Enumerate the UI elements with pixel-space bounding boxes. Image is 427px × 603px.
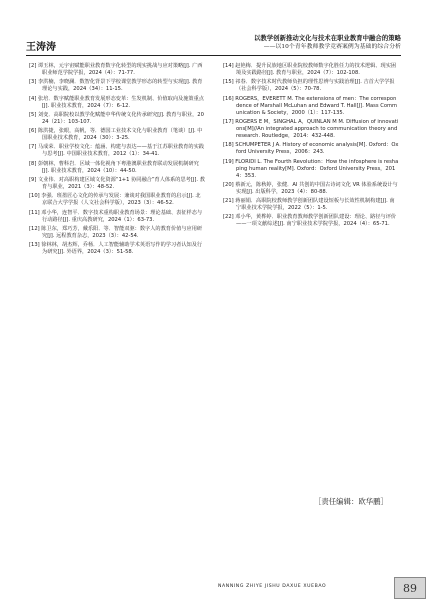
- reference-item: [8] 彭朝林，曹科岩．区域一体化视角下粤港澳职业教育联动发展机制研究[J]. 职业技术教育，2024（10）：44-50.: [29, 160, 199, 174]
- reference-item: [12] 陈卫东，郑巧芳，戴乐阳．等．智能双驱：数字人的教育价值与应用研究[J]. 远程教育杂志，2023（3）：42-54.: [29, 225, 203, 239]
- reference-item: [5] 刘变．高职院校以教学化赋能中华传统文化传承研究[J]. 教育与职业，2024（21）：103-107.: [29, 111, 204, 125]
- reference-item: [18] SCHUMPETER J A. History of economic analysis[M]. Oxford：Oxford University Press，2006：243.: [223, 142, 399, 156]
- reference-item: [3] 李洪楠，李晓澜．数智化背景下学校课堂教学形态的转型与实现[J]. 教育理论与实践，2024（34）：11-15.: [29, 79, 203, 93]
- reference-item: [6] 陈洪捷，张眼，高帆，等．德国工业技术文化与职业教育（笔谈）[J]. 中国职业技术教育，2024（30）：3-25.: [29, 128, 203, 142]
- reference-item: [17] ROGERS E M，SINGHAL A，QUINLAN M M. Diffusion of innovations[M]//An integrated approach to communication theory and research. Routledge，2014：432-448.: [223, 118, 399, 139]
- reference-item: [19] FLORIDI L. The Fourth Revolution：How the infosphere is reshaping human reality[M]. Oxford：Oxford University Press，2014：353.: [223, 158, 399, 179]
- article-subtitle: ——以10个青年教师教学竞赛案例为基础的综合分析: [263, 44, 401, 50]
- header-rule: [26, 55, 401, 56]
- reference-item: [20] 蔡新元，陈秋婷，张健．AI 共创的中国古诗词文化 VR 体验系统设计与实现[J]. 出版科学，2023（4）：80-88.: [223, 181, 398, 195]
- article-title: 以教学创新推动文化与技术在职业教育中融合的策略: [254, 34, 401, 42]
- references-left-column: [29, 63, 205, 258]
- editor-note: ［责任编辑：欧华鹏］: [314, 497, 388, 506]
- reference-item: [13] 徐林林，胡杰辉，乔杨．人工智能辅助学术英语写作的学习者认知及行为研究[J]. 外语界，2024（3）：51-58.: [29, 242, 203, 256]
- page-number: 89: [403, 581, 417, 595]
- reference-item: [15] 祁春．数字技术时代教师负担的理性思辨与实践治理[J]. 吉首大学学报（社会科学版），2024（5）：70-78.: [223, 79, 395, 93]
- header-author: 王涛涛: [26, 42, 56, 53]
- page-number-box: [394, 577, 426, 599]
- reference-item: [10] 李强．班墨匠心文化的传承与发展：兼谈对我国职业教育的启示[J]. 北京联合大学学报（人文社会科学版），2023（3）：46-52.: [29, 193, 201, 207]
- reference-item: [2] 谭玉林，元宇宙赋能职业教育数字化转型的现实挑战与应对策略[J]. 广西职业师范学院学报，2024（4）：71-77.: [29, 63, 203, 77]
- reference-item: [7] 马成荣．职业学校文化：蕴涵、构建与表达——基于江苏职业教育的实践与思考[J]. 中国职业技术教育，2012（1）：34-41.: [29, 144, 204, 158]
- reference-item: [22] 邓小华，黄桦婷．职业教育教师教学创新团队建设：理论、路径与评价——一项文献综述[J]. 南宁职业技术学院学报，2024（4）：65-71.: [223, 214, 397, 228]
- reference-item: [16] ROGERS，EVERETT M. The extensions of men：The correspondence of Marshall McLuhan and Edward T. Hall[J]. Mass Communication & Society，2000（1）：117-135.: [223, 95, 398, 116]
- reference-item: [4] 张培．数字赋能职业教育发展形态变革：生发机制、价值取向及施策重点[J]. 职业技术教育，2024（7）：6-12.: [29, 95, 204, 109]
- footer-journal-name: NANNING ZHIYE JISHU DAXUE XUEBAO: [218, 584, 327, 589]
- reference-item: [14] 赵艳梅．提升民族地区职业院校教师数字化胜任力的技术逻辑、现实困境及实践路径[J]. 教育与职业，2024（7）：102-108.: [223, 63, 397, 77]
- reference-item: [9] 文业伟．对高职构建区域文化资源“1+1 协同融合”育人体系的思考[J]. 教育与职业，2021（3）：48-52.: [29, 176, 205, 191]
- reference-item: [21] 蒋丽娟．高职院校教师教学创新团队建设短板与长效性机制构建[J]. 南宁职业技术学院学报，2022（5）：1-5.: [223, 198, 395, 212]
- references-right-column: [223, 63, 399, 231]
- reference-item: [11] 邓小华，连智平．数字技术重构职业教育场景：理论基础、表征样态与行动路径[J]. 重庆高教研究，2024（1）：63-73.: [29, 209, 203, 223]
- header-article-title: [254, 34, 401, 52]
